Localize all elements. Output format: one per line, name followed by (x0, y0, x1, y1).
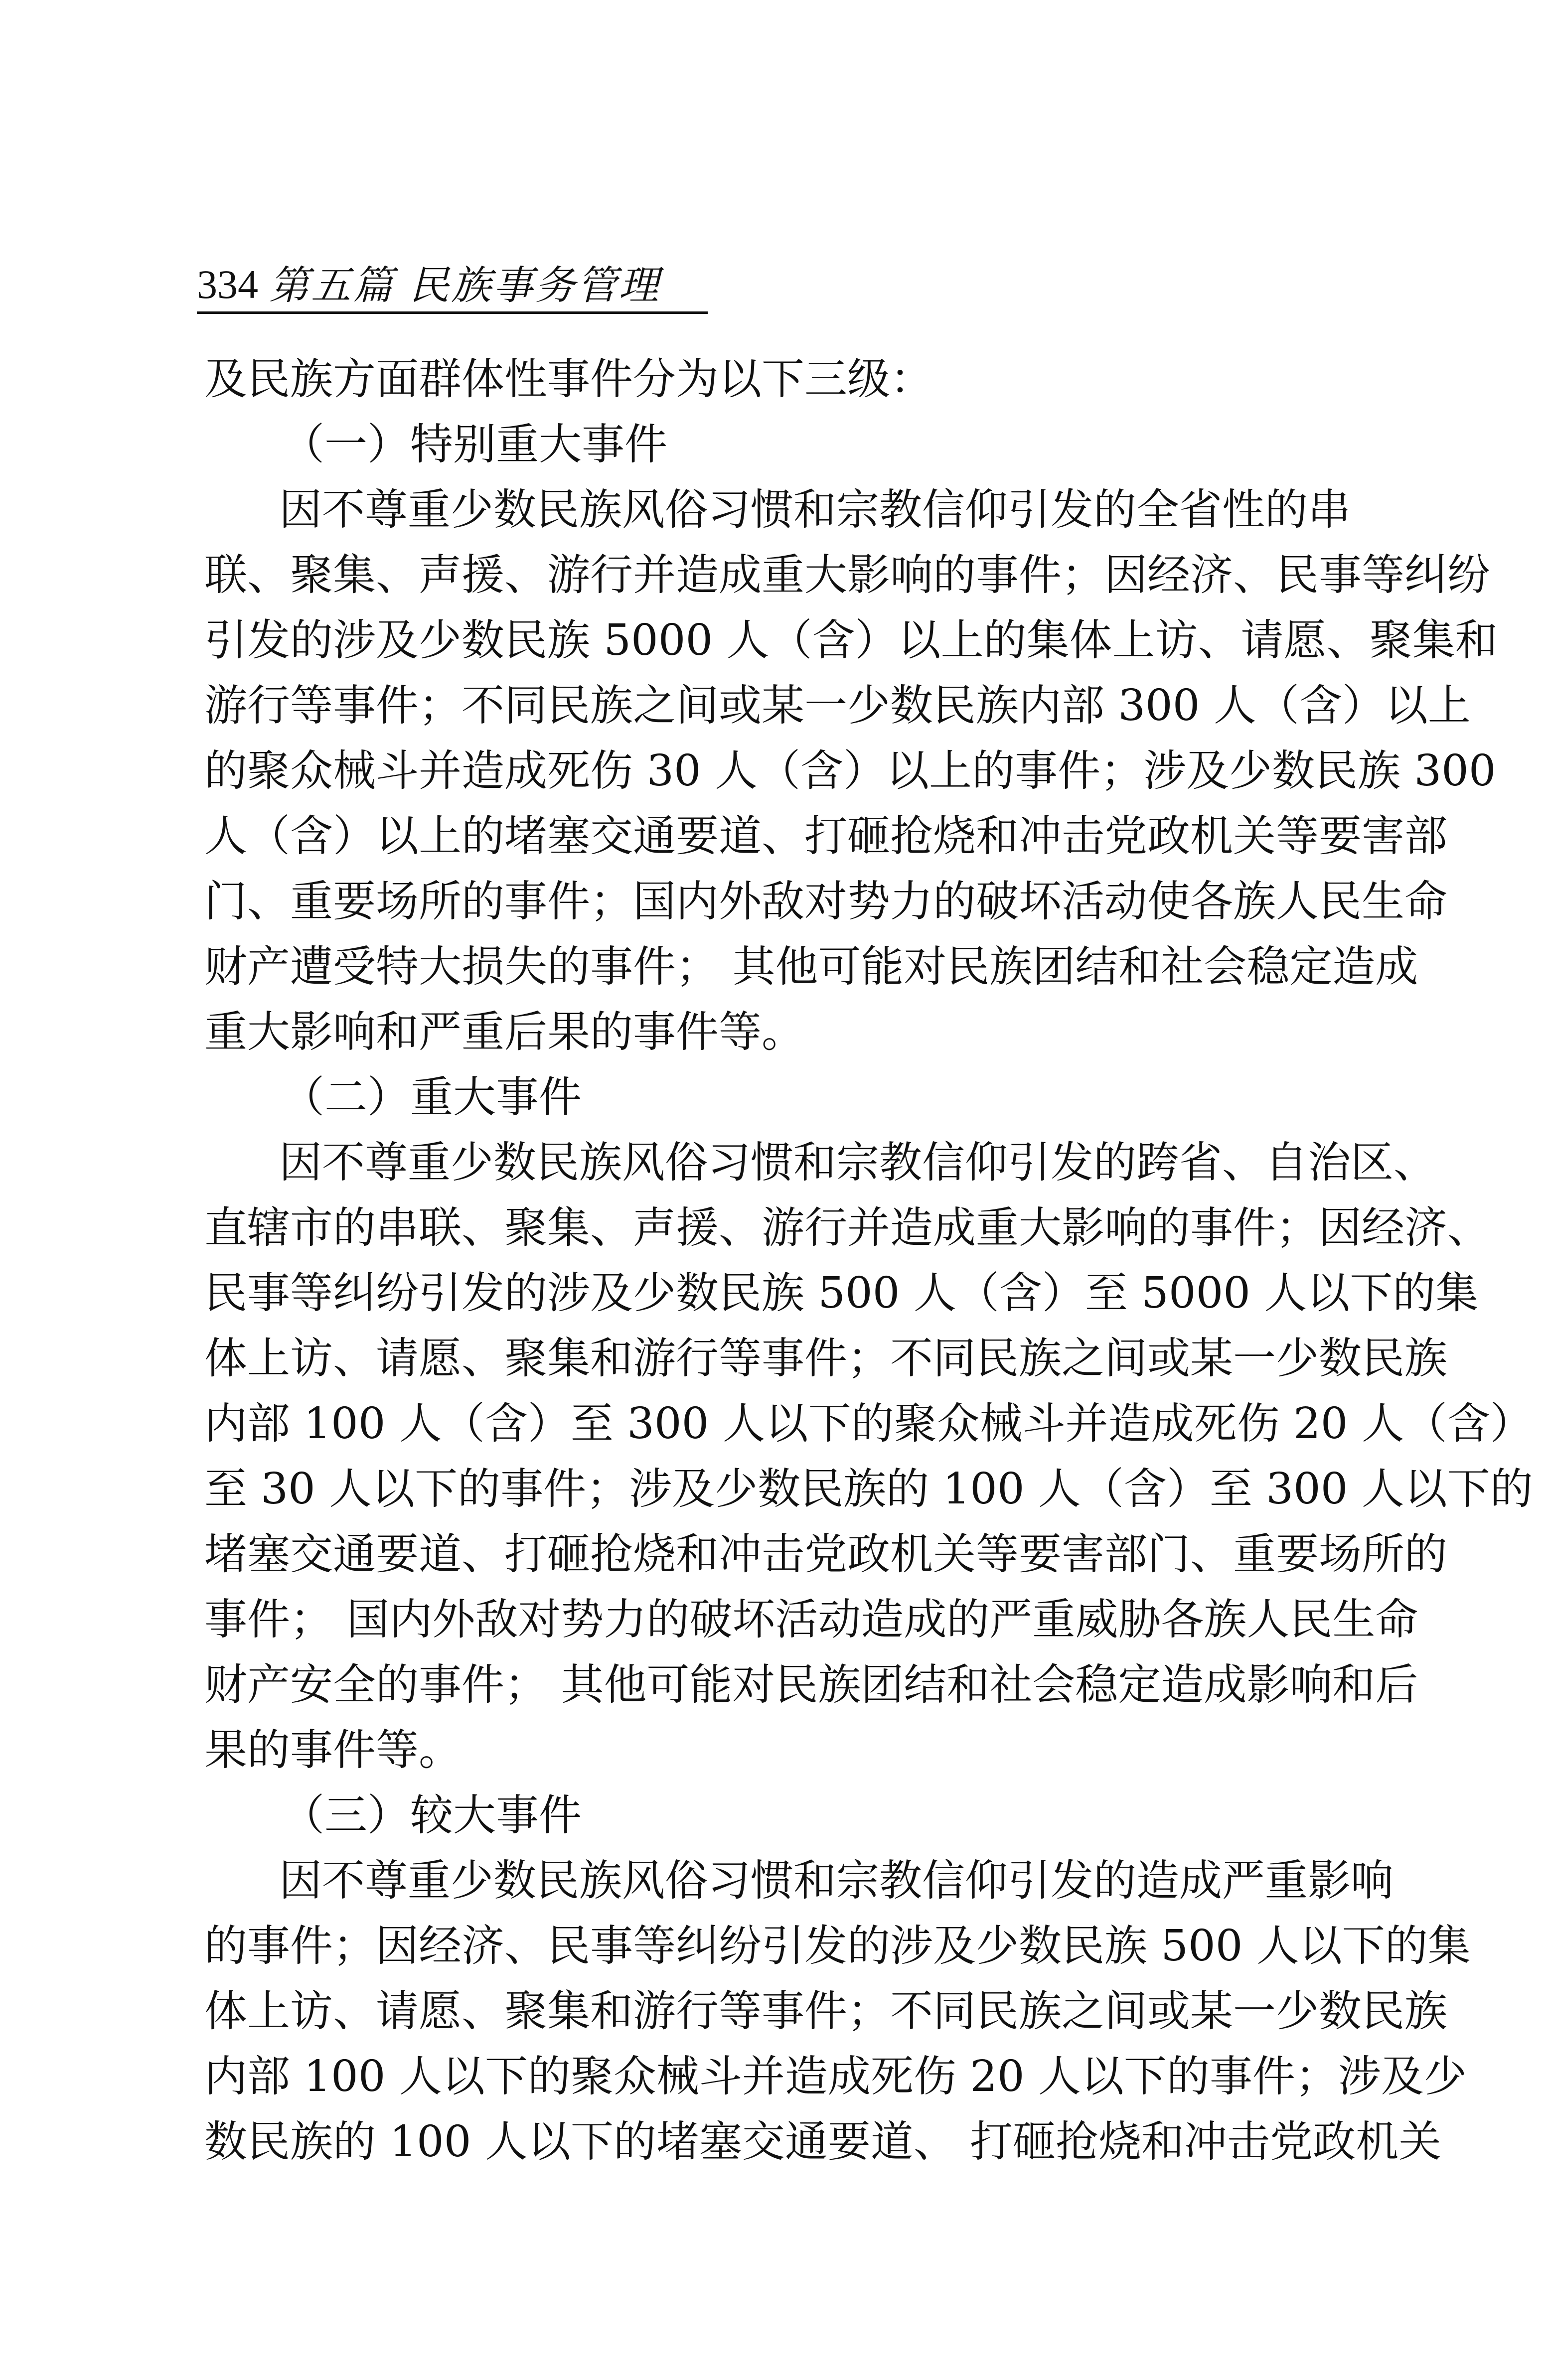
body-text (204, 347, 1533, 2175)
body-line: 体上访、请愿、聚集和游行等事件；不同民族之间或某一少数民族 (204, 1986, 1447, 2036)
body-line: 至 30 人以下的事件；涉及少数民族的 100 人（含）至 300 人以下的 (204, 1464, 1533, 1514)
body-line: 直辖市的串联、聚集、声援、游行并造成重大影响的事件；因经济、 (204, 1203, 1490, 1253)
body-line: 因不尊重少数民族风俗习惯和宗教信仰引发的跨省、自治区、 (279, 1138, 1436, 1188)
body-line: 门、重要场所的事件；国内外敌对势力的破坏活动使各族人民生命 (204, 877, 1447, 926)
page-number: 334 (197, 262, 258, 307)
body-line: 及民族方面群体性事件分为以下三级： (204, 354, 933, 404)
body-line: 因不尊重少数民族风俗习惯和宗教信仰引发的全省性的串 (279, 485, 1351, 535)
body-line: 堵塞交通要道、打砸抢烧和冲击党政机关等要害部门、重要场所的 (204, 1529, 1447, 1579)
body-line: 果的事件等。 (204, 1725, 462, 1775)
body-line: 内部 100 人（含）至 300 人以下的聚众械斗并造成死伤 20 人（含） (204, 1399, 1533, 1449)
body-line: 人（含）以上的堵塞交通要道、打砸抢烧和冲击党政机关等要害部 (204, 811, 1447, 861)
body-line: 重大影响和严重后果的事件等。 (204, 1007, 804, 1057)
running-head-title: 第五篇 民族事务管理 (269, 262, 661, 308)
body-line: 内部 100 人以下的聚众械斗并造成死伤 20 人以下的事件；涉及少 (204, 2052, 1467, 2101)
body-line: 事件； 国内外敌对势力的破坏活动造成的严重威胁各族人民生命 (204, 1595, 1418, 1644)
section-heading-major: （二）重大事件 (282, 1072, 582, 1122)
body-line: 数民族的 100 人以下的堵塞交通要道、 打砸抢烧和冲击党政机关 (204, 2117, 1442, 2167)
body-line: 因不尊重少数民族风俗习惯和宗教信仰引发的造成严重影响 (279, 1856, 1393, 1906)
section-heading-large: （三）较大事件 (282, 1790, 582, 1840)
body-line: 财产安全的事件； 其他可能对民族团结和社会稳定造成影响和后 (204, 1660, 1418, 1710)
body-line: 的聚众械斗并造成死伤 30 人（含）以上的事件；涉及少数民族 300 (204, 746, 1496, 796)
body-line: 体上访、请愿、聚集和游行等事件；不同民族之间或某一少数民族 (204, 1334, 1447, 1383)
body-line: 财产遭受特大损失的事件； 其他可能对民族团结和社会稳定造成 (204, 942, 1418, 992)
running-head (197, 254, 708, 314)
body-line: 引发的涉及少数民族 5000 人（含）以上的集体上访、请愿、聚集和 (204, 615, 1498, 665)
body-line: 民事等纠纷引发的涉及少数民族 500 人（含）至 5000 人以下的集 (204, 1268, 1479, 1318)
body-line: 的事件；因经济、民事等纠纷引发的涉及少数民族 500 人以下的集 (204, 1921, 1471, 1971)
body-line: 游行等事件；不同民族之间或某一少数民族内部 300 人（含）以上 (204, 681, 1471, 731)
body-line: 联、聚集、声援、游行并造成重大影响的事件；因经济、民事等纠纷 (204, 550, 1490, 600)
section-heading-special: （一）特别重大事件 (282, 420, 667, 469)
